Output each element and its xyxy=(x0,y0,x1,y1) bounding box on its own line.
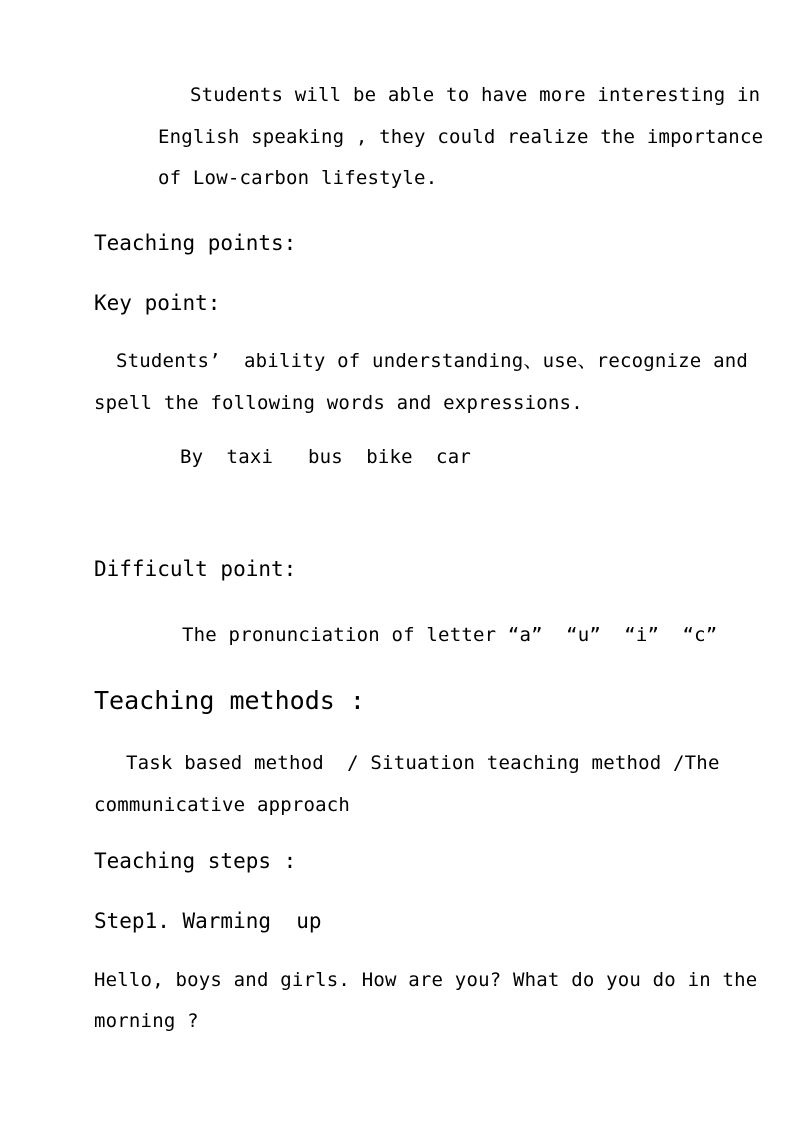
teaching-methods-heading: Teaching methods : xyxy=(94,686,365,715)
key-point-line-1: Students’ ability of understanding、use、recognize and xyxy=(116,350,748,372)
intro-line-2: English speaking , they could realize the importance xyxy=(158,126,764,148)
intro-line-1: Students will be able to have more interesting in xyxy=(190,84,761,106)
key-point-words: By taxi bus bike car xyxy=(180,446,471,468)
intro-line-3: of Low-carbon lifestyle. xyxy=(158,167,438,189)
step1-line-2: morning ? xyxy=(94,1010,199,1032)
difficult-point-text: The pronunciation of letter “a” “u” “i” “c” xyxy=(182,624,718,646)
step1-heading: Step1. Warming up xyxy=(94,909,322,933)
difficult-point-heading: Difficult point: xyxy=(94,557,297,581)
teaching-methods-line-1: Task based method / Situation teaching method /The xyxy=(126,752,720,774)
teaching-points-heading: Teaching points: xyxy=(94,231,297,255)
teaching-steps-heading: Teaching steps : xyxy=(94,849,297,873)
key-point-heading: Key point: xyxy=(94,291,221,315)
step1-line-1: Hello, boys and girls. How are you? What do you do in the xyxy=(94,969,758,991)
key-point-line-2: spell the following words and expressions. xyxy=(94,392,583,414)
teaching-methods-line-2: communicative approach xyxy=(94,794,351,816)
